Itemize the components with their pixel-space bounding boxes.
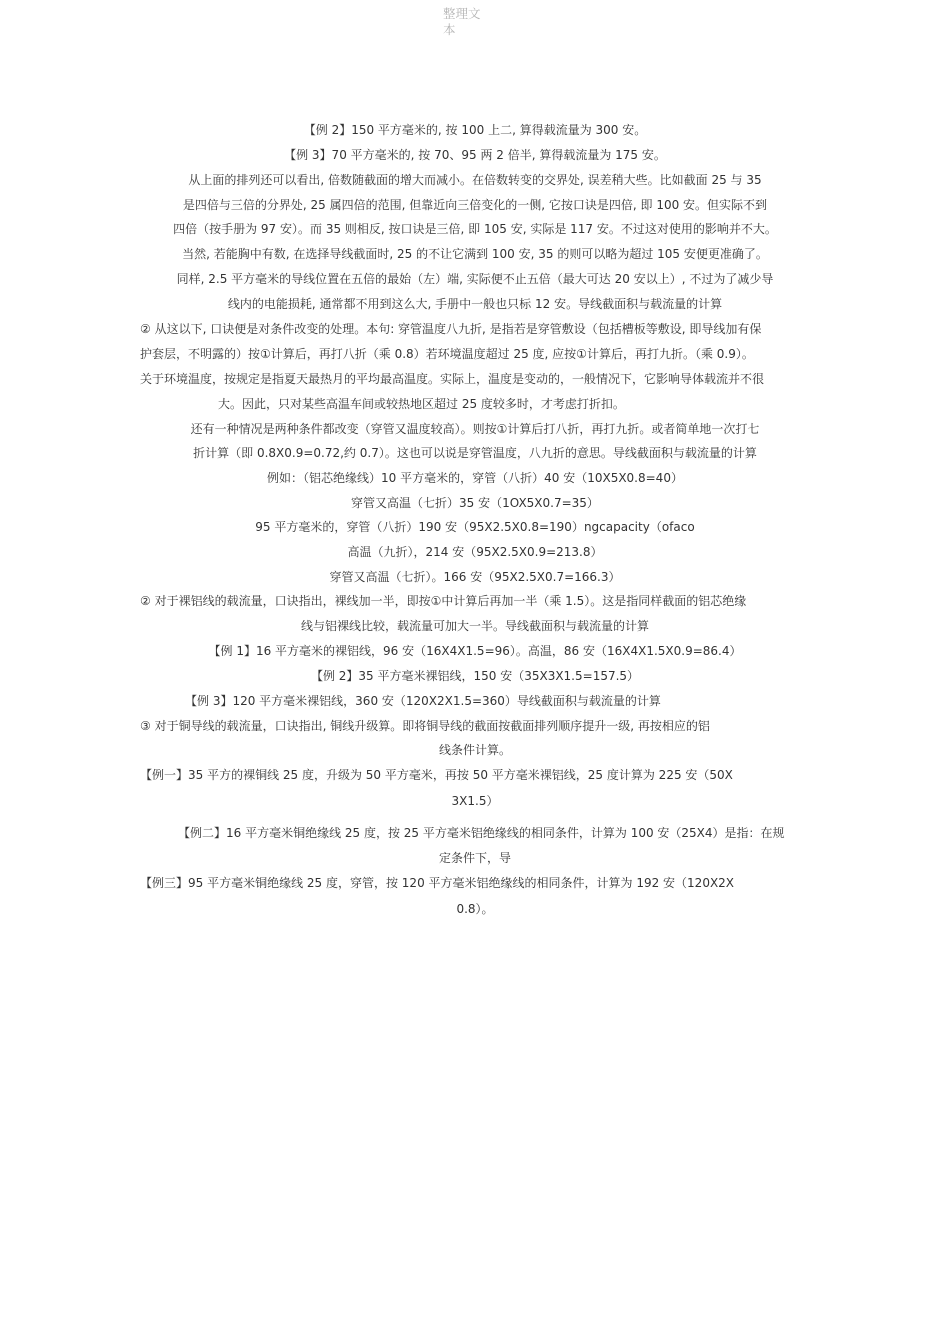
text-line: 例如：（铝芯绝缘线）10 平方毫米的，穿管（八折）40 安（10X5X0.8=40）	[267, 471, 683, 485]
text-line: 同样, 2.5 平方毫米的导线位置在五倍的最始（左）端, 实际便不止五倍（最大可达 20 安以上）, 不过为了减少导	[176, 272, 774, 286]
text-line: 关于环境温度，按规定是指夏天最热月的平均最高温度。实际上，温度是变动的，一般情况下，它影响导体载流并不很	[140, 372, 765, 386]
text-line: 高温（九折），214 安（95X2.5X0.9=213.8）	[347, 545, 603, 559]
text-line: 大。因此，只对某些高温车间或较热地区超过 25 度较多时，才考虑打折扣。	[218, 397, 625, 411]
text-line: 线与铝裸线比较，载流量可加大一半。导线截面积与载流量的计算	[300, 619, 649, 633]
text-line: 【例二】16 平方毫米铜绝缘线 25 度，按 25 平方毫米铝绝缘线的相同条件，计算为 100 安（25X4）是指：在规	[178, 826, 785, 840]
text-line: 四倍（按手册为 97 安）。而 35 则相反, 按口诀是三倍, 即 105 安, 实际是 117 安。不过这对使用的影响并不大。	[173, 222, 777, 236]
text-line: 穿管又高温（七折）35 安（1OX5X0.7=35）	[351, 496, 599, 510]
header-line-1: 整理文	[443, 6, 481, 21]
text-line: ② 对于裸铝线的载流量，口诀指出，裸线加一半，即按①中计算后再加一半（乘 1.5）。这是指同样截面的铝芯绝缘	[140, 594, 747, 608]
text-line: 是四倍与三倍的分界处, 25 属四倍的范围, 但靠近向三倍变化的一侧, 它按口诀是四倍, 即 100 安。但实际不到	[182, 198, 768, 212]
text-line: 折计算（即 0.8X0.9=0.72,约 0.7）。这也可以说是穿管温度，八九折的意思。导线截面积与载流量的计算	[193, 446, 757, 460]
text-line: 从上面的排列还可以看出, 倍数随截面的增大而减小。在倍数转变的交界处, 误差稍大些。比如截面 25 与 35	[188, 173, 762, 187]
text-line: 穿管又高温（七折）。166 安（95X2.5X0.7=166.3）	[329, 570, 621, 584]
text-line: 0.8）。	[456, 902, 494, 916]
text-line: 当然, 若能胸中有数, 在选择导线截面时, 25 的不让它满到 100 安, 35 的则可以略为超过 105 安便更准确了。	[182, 247, 768, 261]
text-line: 【例 2】35 平方毫米裸铝线，150 安（35X3X1.5=157.5）	[310, 669, 640, 683]
text-line: ② 从这以下, 口诀便是对条件改变的处理。本句: 穿管温度八九折, 是指若是穿管敷设（包括槽板等敷设, 即导线加有保	[140, 322, 762, 336]
text-line: 【例 3】70 平方毫米的, 按 70、95 两 2 倍半, 算得载流量为 175 安。	[284, 148, 666, 162]
page-header	[443, 6, 503, 38]
text-line: 定条件下，导	[438, 851, 511, 865]
text-line: ③ 对于铜导线的载流量，口诀指出, 铜线升级算。即将铜导线的截面按截面排列顺序提升一级, 再按相应的铝	[140, 719, 710, 733]
text-line: 【例 2】150 平方毫米的, 按 100 上二, 算得载流量为 300 安。	[303, 123, 647, 137]
text-line: 95 平方毫米的，穿管（八折）190 安（95X2.5X0.8=190）ngcapacity（ofaco	[255, 520, 695, 534]
text-line: 线内的电能损耗, 通常都不用到这么大, 手册中一般也只标 12 安。导线截面积与载流量的计算	[227, 297, 723, 311]
text-line: 【例三】95 平方毫米铜绝缘线 25 度，穿管，按 120 平方毫米铝绝缘线的相同条件，计算为 192 安（120X2X	[140, 876, 735, 890]
text-line: 【例 1】16 平方毫米的裸铝线，96 安（16X4X1.5=96）。高温，86 安（16X4X1.5X0.9=86.4）	[208, 644, 742, 658]
text-line: 3X1.5）	[451, 794, 499, 808]
text-line: 【例一】35 平方的裸铜线 25 度，升级为 50 平方毫米，再按 50 平方毫米裸铝线，25 度计算为 225 安（50X	[140, 768, 733, 782]
text-line: 线条件计算。	[438, 743, 511, 757]
text-line: 护套层，不明露的）按①计算后，再打八折（乘 0.8）若环境温度超过 25 度, 应按①计算后，再打九折。（乘 0.9）。	[140, 347, 754, 361]
text-line: 【例 3】120 平方毫米裸铝线，360 安（120X2X1.5=360）导线截面积与载流量的计算	[185, 694, 661, 708]
header-line-2: 本	[443, 22, 456, 37]
text-line: 还有一种情况是两种条件都改变（穿管又温度较高）。则按①计算后打八折，再打九折。或者简单地一次打七	[190, 422, 760, 436]
